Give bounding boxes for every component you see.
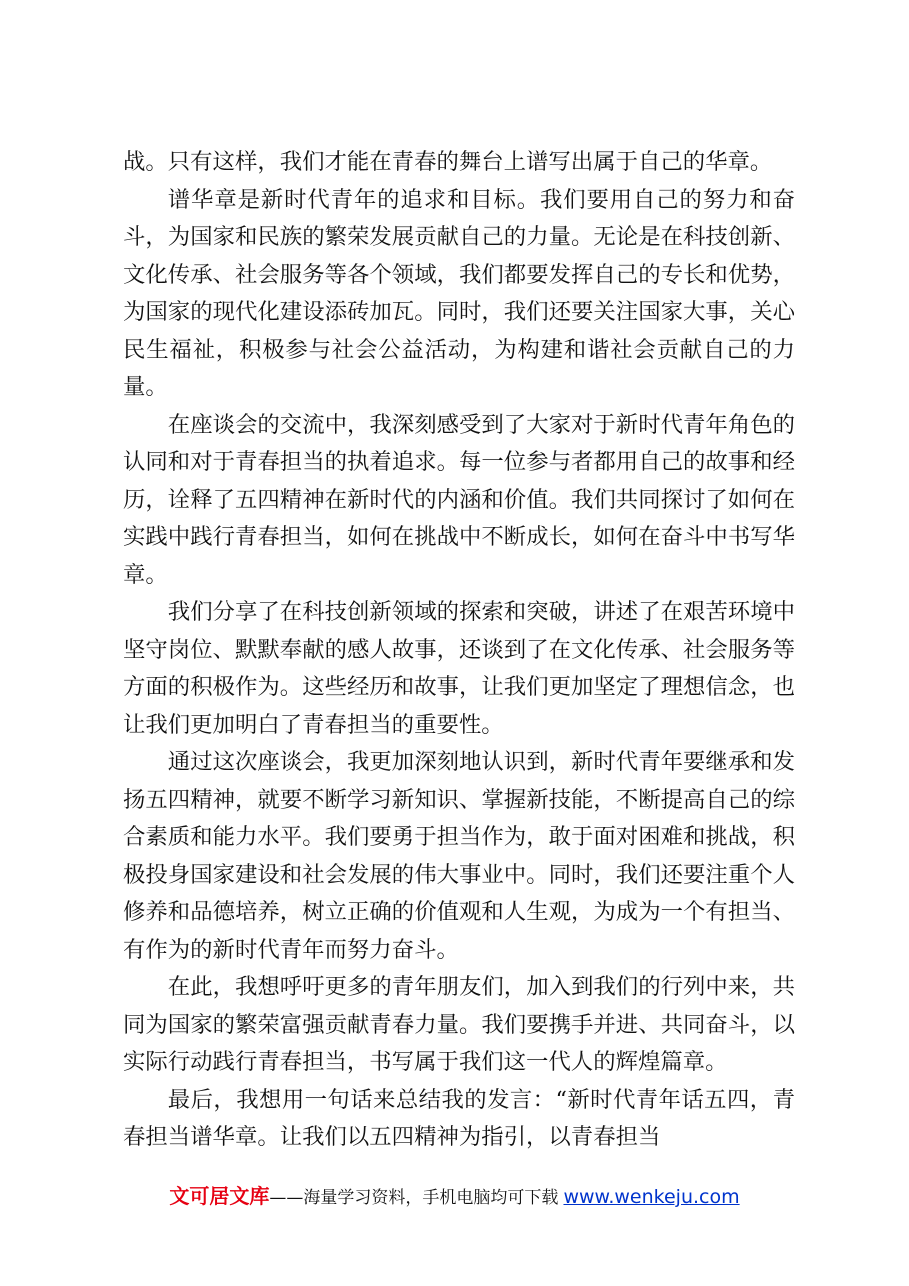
footer-site-link[interactable]: www.wenkeju.com <box>563 1186 740 1208</box>
paragraph: 我们分享了在科技创新领域的探索和突破，讲述了在艰苦环境中坚守岗位、默默奉献的感人故事，还谈到了在文化传承、社会服务等方面的积极作为。这些经历和故事，让我们更加坚定了理想信念，也让我们更加明白了青春担当的重要性。 <box>123 599 795 738</box>
paragraph: 在此，我想呼吁更多的青年朋友们，加入到我们的行列中来，共同为国家的繁荣富强贡献青春力量。我们要携手并进、共同奋斗，以实际行动践行青春担当，书写属于我们这一代人的辉煌篇章。 <box>123 974 795 1075</box>
paragraph: 通过这次座谈会，我更加深刻地认识到，新时代青年要继承和发扬五四精神，就要不断学习新知识、掌握新技能，不断提高自己的综合素质和能力水平。我们要勇于担当作为，敢于面对困难和挑战，积极投身国家建设和社会发展的伟大事业中。同时，我们还要注重个人修养和品德培养，树立正确的价值观和人生观，为成为一个有担当、有作为的新时代青年而努力奋斗。 <box>123 749 795 963</box>
paragraph-continuation: 战。只有这样，我们才能在青春的舞台上谱写出属于自己的华章。 <box>123 149 773 175</box>
paragraph: 谱华章是新时代青年的追求和目标。我们要用自己的努力和奋斗，为国家和民族的繁荣发展贡献自己的力量。无论是在科技创新、文化传承、社会服务等各个领域，我们都要发挥自己的专长和优势，为国家的现代化建设添砖加瓦。同时，我们还要关注国家大事，关心民生福祉，积极参与社会公益活动，为构建和谐社会贡献自己的力量。 <box>123 186 795 400</box>
document-body <box>123 144 795 1157</box>
paragraph: 在座谈会的交流中，我深刻感受到了大家对于新时代青年角色的认同和对于青春担当的执着追求。每一位参与者都用自己的故事和经历，诠释了五四精神在新时代的内涵和价值。我们共同探讨了如何在实践中践行青春担当，如何在挑战中不断成长，如何在奋斗中书写华章。 <box>123 411 795 588</box>
page-footer <box>0 1180 909 1209</box>
paragraph: 最后，我想用一句话来总结我的发言：“新时代青年话五四，青春担当谱华章。让我们以五四精神为指引，以青春担当 <box>123 1086 795 1150</box>
footer-tagline: ——海量学习资料，手机电脑均可下载 <box>269 1188 559 1208</box>
footer-brand: 文可居文库 <box>169 1184 270 1208</box>
